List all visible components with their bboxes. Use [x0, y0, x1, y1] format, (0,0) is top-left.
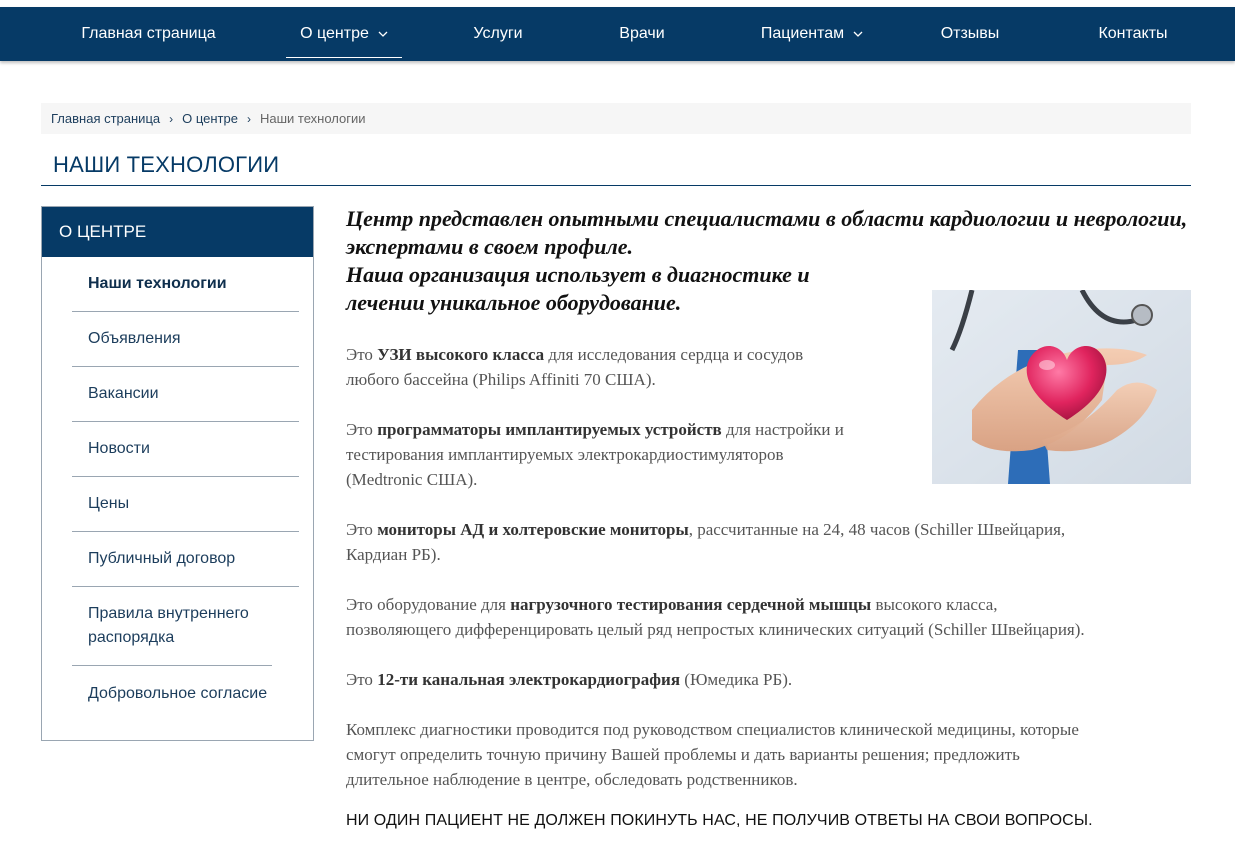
nav-item-doctors[interactable] — [612, 7, 672, 61]
text: для исследования сердца и сосудов — [544, 345, 804, 364]
nav-item-label: Контакты — [1098, 25, 1168, 42]
text: Это — [346, 520, 378, 539]
sidebar-item-label: Цены — [88, 495, 130, 512]
breadcrumb — [41, 103, 1191, 134]
text: любого бассейна (Philips Affiniti 70 США). — [346, 370, 656, 389]
text: Это — [346, 670, 378, 689]
lead-text: Центр представлен опытными специалистами в области кардиологии и неврологии, экспертами в своем профиле. — [346, 206, 1188, 259]
paragraph-ultrasound — [346, 342, 803, 392]
sidebar-item-label: Новости — [88, 440, 150, 457]
nav-item-patients[interactable] — [756, 7, 868, 61]
text: высокого класса, — [871, 595, 998, 614]
text: длительное наблюдение в центре, обследовать родственников. — [346, 770, 798, 789]
sidebar-item-technologies[interactable] — [72, 257, 299, 312]
sidebar-item-public-contract[interactable] — [72, 532, 299, 587]
text: (Юмедика РБ). — [680, 670, 793, 689]
text: для настройки и — [721, 420, 844, 439]
chevron-right-icon: › — [246, 111, 251, 126]
breadcrumb-current: Наши технологии — [259, 111, 366, 126]
text-bold: программаторы имплантируемых устройств — [377, 420, 722, 439]
text: (Medtronic США). — [346, 470, 478, 489]
sidebar-item-vacancies[interactable] — [72, 367, 299, 422]
heart-illustration — [932, 290, 1191, 484]
nav-item-services[interactable] — [466, 7, 530, 61]
sidebar-item-label: Наши технологии — [88, 275, 227, 292]
chevron-right-icon: › — [169, 111, 174, 126]
paragraph-ecg — [346, 667, 792, 692]
nav-item-label: О центре — [300, 25, 369, 42]
lead-text: Наша организация использует в диагностике и — [346, 262, 810, 287]
nav-item-about[interactable] — [286, 7, 402, 61]
final-slogan: НИ ОДИН ПАЦИЕНТ НЕ ДОЛЖЕН ПОКИНУТЬ НАС, НЕ ПОЛУЧИВ ОТВЕТЫ НА СВОИ ВОПРОСЫ. — [346, 812, 1093, 829]
chevron-down-icon — [853, 29, 863, 39]
text: Это — [346, 420, 378, 439]
page-title: НАШИ ТЕХНОЛОГИИ — [41, 152, 1191, 186]
sidebar-menu — [72, 257, 299, 721]
sidebar-item-prices[interactable] — [72, 477, 299, 532]
chevron-down-icon — [378, 29, 388, 39]
sidebar-item-voluntary-consent[interactable] — [72, 666, 299, 721]
nav-item-label: Пациентам — [760, 25, 845, 42]
text: смогут определить точную причину Вашей проблемы и дать варианты решения; предложить — [346, 745, 1020, 764]
text: Это оборудование для — [346, 595, 511, 614]
text: позволяющего дифференцировать целый ряд непростых клинических ситуаций (Schiller Швейцария). — [346, 620, 1085, 639]
sidebar — [41, 206, 314, 741]
text-bold: 12-ти канальная электрокардиография — [377, 670, 681, 689]
nav-item-home[interactable] — [76, 7, 221, 61]
text: Кардиан РБ). — [346, 545, 441, 564]
text-bold: нагрузочного тестирования сердечной мышцы — [510, 595, 872, 614]
text-bold: мониторы АД и холтеровские мониторы — [377, 520, 689, 539]
sidebar-item-label: Объявления — [88, 330, 181, 347]
paragraph-diagnostics — [346, 717, 1079, 792]
text: Это — [346, 345, 378, 364]
lead-text: лечении уникальное оборудование. — [346, 290, 682, 315]
text: тестирования имплантируемых электрокардиостимуляторов — [346, 445, 784, 464]
top-navigation — [0, 7, 1235, 61]
sidebar-item-announcements[interactable] — [72, 312, 299, 367]
sidebar-item-label: Публичный договор — [88, 550, 236, 567]
nav-item-label: Отзывы — [940, 25, 1000, 42]
nav-item-contacts[interactable] — [1090, 7, 1176, 61]
sidebar-title: О ЦЕНТРЕ — [42, 207, 313, 257]
breadcrumb-home-link[interactable]: Главная страница — [51, 111, 161, 126]
breadcrumb-section-link[interactable]: О центре — [182, 111, 238, 126]
sidebar-item-label: Добровольное согласие — [88, 684, 268, 702]
hands-holding-heart-image — [932, 290, 1191, 484]
text: , рассчитанные на 24, 48 часов (Schiller Швейцария, — [688, 520, 1066, 539]
sidebar-item-label: Вакансии — [88, 385, 159, 402]
nav-item-label: Врачи — [619, 25, 665, 42]
nav-item-label: Услуги — [473, 25, 523, 42]
sidebar-item-label: Правила внутреннего распорядка — [88, 605, 249, 646]
sidebar-item-news[interactable] — [72, 422, 299, 477]
paragraph-monitors — [346, 517, 1065, 567]
nav-item-reviews[interactable] — [934, 7, 1006, 61]
paragraph-programmers — [346, 417, 844, 492]
nav-item-label: Главная страница — [81, 25, 216, 42]
text: Комплекс диагностики проводится под руководством специалистов клинической медицины, которые — [346, 720, 1079, 739]
paragraph-stress-testing — [346, 592, 1085, 642]
text-bold: УЗИ высокого класса — [377, 345, 545, 364]
sidebar-item-internal-rules[interactable] — [72, 587, 272, 666]
